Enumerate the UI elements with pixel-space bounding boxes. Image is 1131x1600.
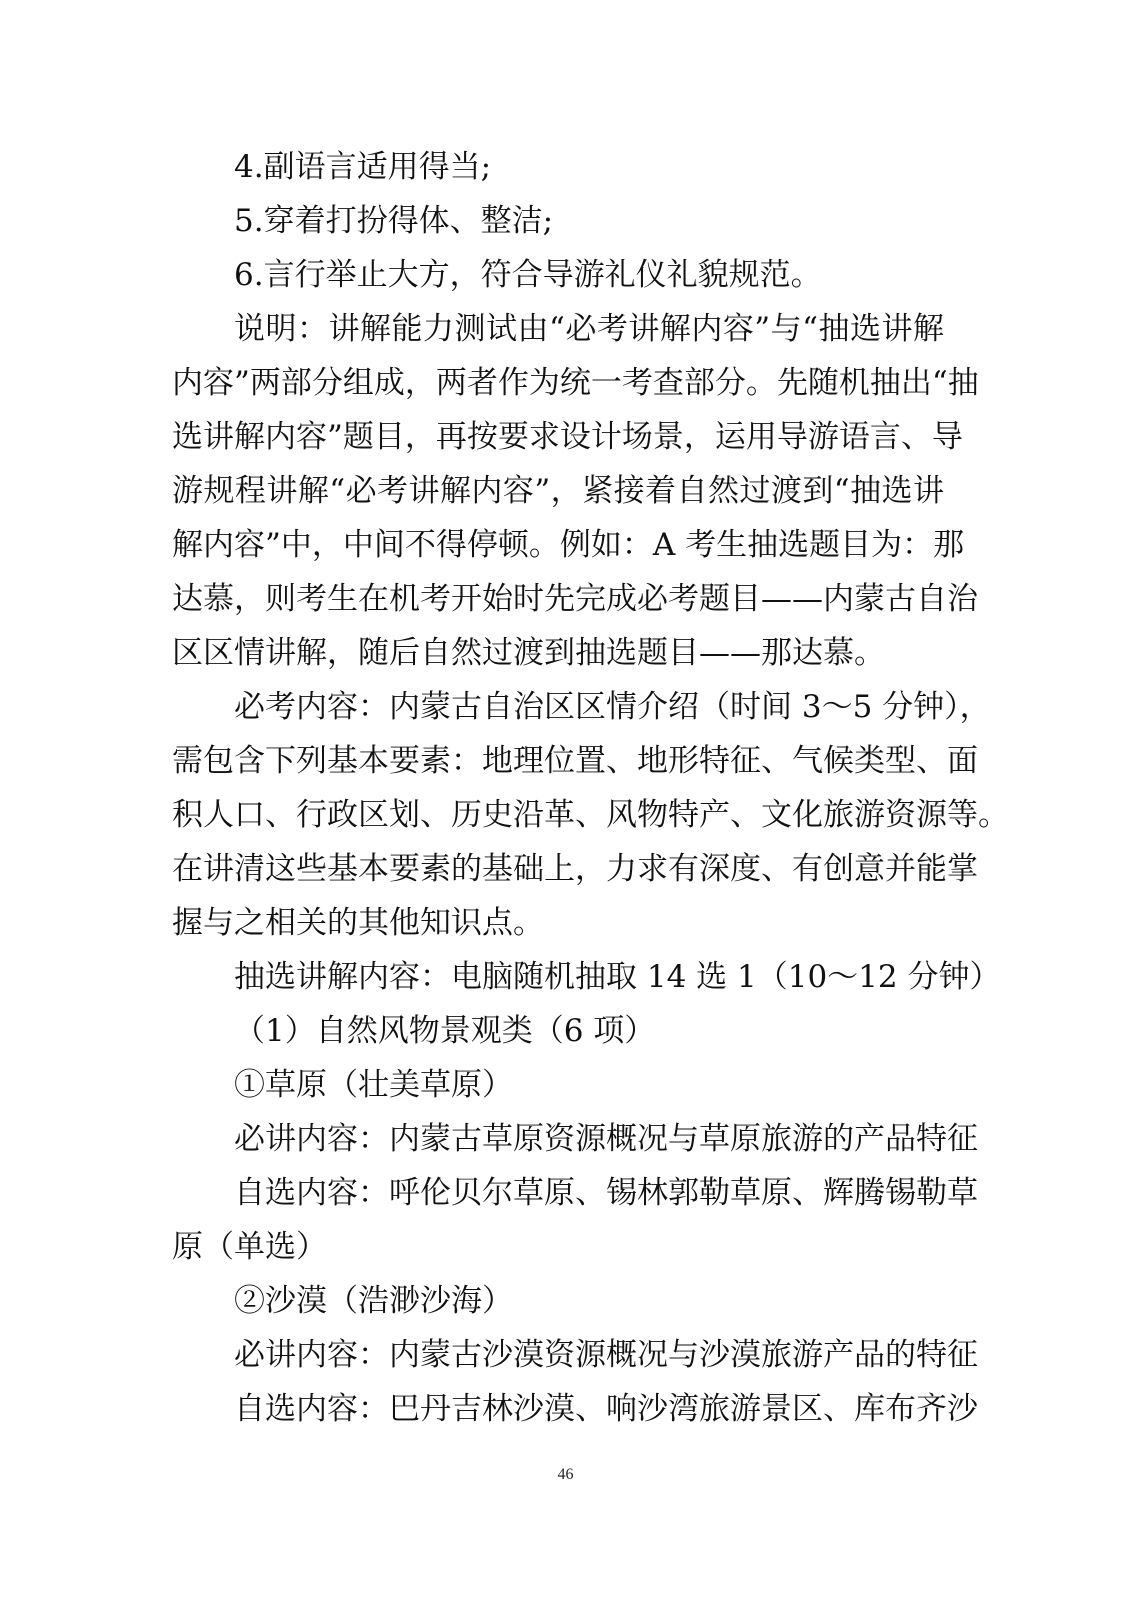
paragraph-line: 在讲清这些基本要素的基础上，力求有深度、有创意并能掌	[172, 851, 978, 887]
desert-must: 必讲内容：内蒙古沙漠资源概况与沙漠旅游产品的特征	[234, 1337, 978, 1373]
desert-optional: 自选内容：巴丹吉林沙漠、响沙湾旅游景区、库布齐沙	[234, 1391, 978, 1427]
category-heading: （1）自然风物景观类（6 项）	[234, 1013, 656, 1049]
page-number: 46	[557, 1466, 574, 1483]
paragraph-line: 必考内容：内蒙古自治区区情介绍（时间 3～5 分钟），	[234, 689, 991, 725]
paragraph-line: 选讲解内容”题目，再按要求设计场景，运用导游语言、导	[172, 419, 963, 455]
paragraph-line: 内容”两部分组成，两者作为统一考查部分。先随机抽出“抽	[172, 365, 979, 401]
paragraph-line: 游规程讲解“必考讲解内容”，紧接着自然过渡到“抽选讲	[172, 473, 944, 509]
paragraph-line: 需包含下列基本要素：地理位置、地形特征、气候类型、面	[172, 743, 978, 779]
paragraph-line: 积人口、行政区划、历史沿革、风物特产、文化旅游资源等。	[172, 797, 1009, 833]
grassland-title: ①草原（壮美草原）	[234, 1067, 513, 1103]
paragraph-line: 达慕，则考生在机考开始时先完成必考题目——内蒙古自治	[172, 581, 978, 617]
selected-content-heading: 抽选讲解内容：电脑随机抽取 14 选 1（10～12 分钟）	[234, 959, 1001, 995]
paragraph-line: 区区情讲解，随后自然过渡到抽选题目——那达慕。	[172, 635, 885, 671]
paragraph-line: 解内容”中，中间不得停顿。例如：A 考生抽选题目为：那	[172, 527, 965, 563]
paragraph-line: 握与之相关的其他知识点。	[172, 905, 544, 941]
paragraph-line: 说明：讲解能力测试由“必考讲解内容”与“抽选讲解	[234, 311, 944, 347]
list-item: 5.穿着打扮得体、整洁;	[234, 203, 554, 239]
list-item: 4.副语言适用得当;	[234, 149, 492, 185]
grassland-optional: 自选内容：呼伦贝尔草原、锡林郭勒草原、辉腾锡勒草	[234, 1175, 978, 1211]
desert-title: ②沙漠（浩渺沙海）	[234, 1283, 513, 1319]
grassland-must: 必讲内容：内蒙古草原资源概况与草原旅游的产品特征	[234, 1121, 978, 1157]
list-item: 6.言行举止大方，符合导游礼仪礼貌规范。	[234, 257, 822, 293]
body-text	[172, 140, 1009, 1436]
note-paragraph	[172, 302, 979, 680]
grassland-optional-continued: 原（单选）	[172, 1229, 327, 1265]
required-content-paragraph	[172, 680, 1009, 950]
